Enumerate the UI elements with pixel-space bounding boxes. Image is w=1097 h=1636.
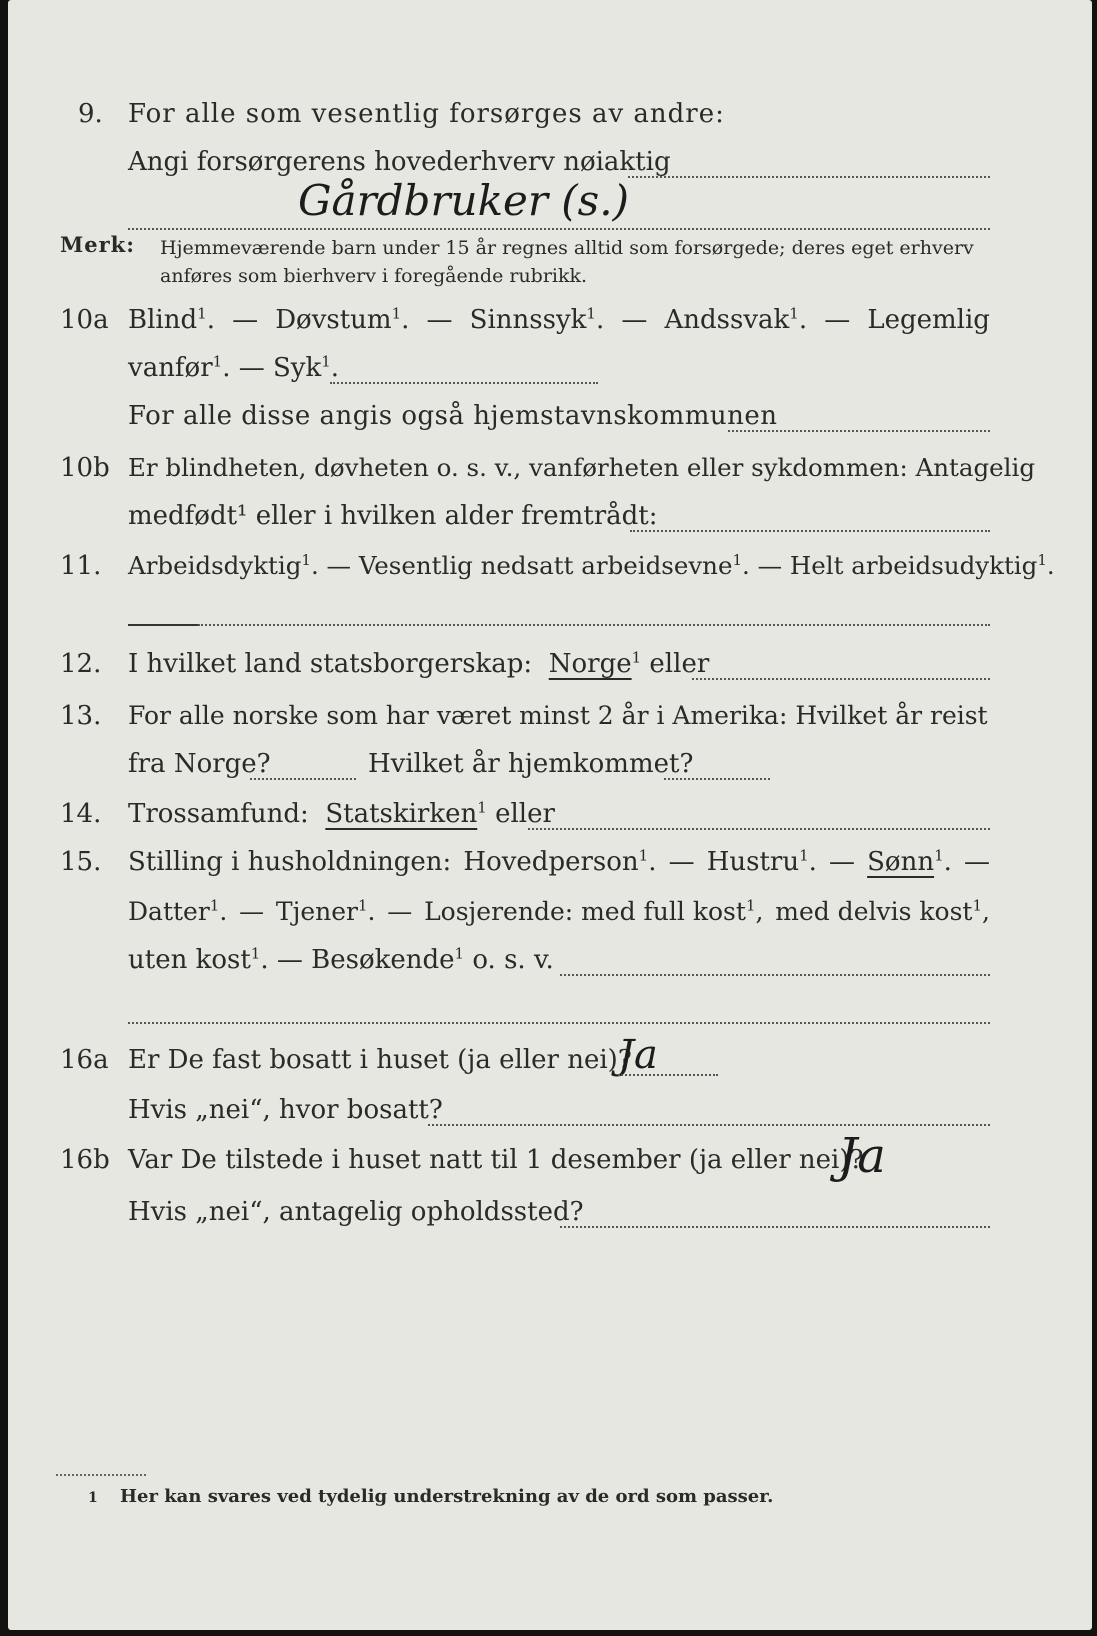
q15-hovedperson: Hovedperson <box>463 847 639 877</box>
q15-stilling-text: Stilling i husholdningen: <box>128 847 452 877</box>
q14-statskirken: Statskirken <box>325 799 478 829</box>
q9-number: 9. <box>78 99 103 129</box>
q12-fill-line <box>692 678 990 680</box>
q9-line2: Angi forsørgerens hovederhverv nøiaktig <box>128 147 671 177</box>
q12-number: 12. <box>60 649 102 679</box>
q9-line1: For alle som vesentlig forsørges av andre: <box>128 99 725 129</box>
q15-med-delvis: med delvis kost <box>775 897 973 926</box>
q16b-line1: Var De tilstede i huset natt til 1 desember (ja eller nei)? <box>128 1145 864 1175</box>
q16a-line1: Er De fast bosatt i huset (ja eller nei)? <box>128 1045 632 1075</box>
q10b-line2: medfødt¹ eller i hvilken alder fremtrådt: <box>128 501 658 531</box>
q15-besokende: Besøkende <box>311 945 455 975</box>
q11-fill-line <box>198 624 990 626</box>
q11-underline-mark <box>128 624 198 626</box>
q16b-handwritten-answer: Ja <box>838 1128 886 1184</box>
q12-line: I hvilket land statsborgerskap: Norge$^1$ eller <box>128 648 710 679</box>
q14-line: Trossamfund: Statskirken$^1$ eller <box>128 798 555 829</box>
q9-handwritten-answer: Gårdbruker (s.) <box>298 176 629 225</box>
q11-line: Arbeidsdyktig$^1$. — Vesentlig nedsatt arbeidsevne$^1$. — Helt arbeidsudyktig$^1$. <box>128 550 1055 580</box>
q10a-syk: Syk <box>272 353 322 383</box>
footnote-text: Her kan svares ved tydelig understrekning av de ord som passer. <box>120 1486 774 1507</box>
q9-fill-line-2 <box>128 228 990 230</box>
q10a-fill-line-2 <box>728 430 990 432</box>
q14-number: 14. <box>60 799 102 829</box>
q15-fill-line-2 <box>128 1022 990 1024</box>
q12-eller: eller <box>649 649 710 679</box>
q10a-andssvak: Andssvak <box>664 305 790 335</box>
q13-line1: For alle norske som har været minst 2 år i Amerika: Hvilket år reist <box>128 701 988 730</box>
q15-line3: uten kost$^1$. — Besøkende$^1$ o. s. v. <box>128 944 554 975</box>
footnote-separator <box>56 1474 146 1476</box>
q15-uten-kost: uten kost <box>128 945 251 975</box>
q16a-handwritten-answer: Ja <box>618 1032 658 1078</box>
q15-line1: Stilling i husholdningen: Hovedperson$^1$. — Hustru$^1$. — Sønn$^1$. — <box>128 846 990 877</box>
q16a-fill-line-2 <box>428 1124 990 1126</box>
q11-nedsatt: Vesentlig nedsatt arbeidsevne <box>358 551 733 580</box>
q12-norge: Norge <box>548 649 632 679</box>
merk-line1: Hjemmeværende barn under 15 år regnes alltid som forsørgede; deres eget erhverv <box>160 237 974 259</box>
q16a-line2: Hvis „nei“, hvor bosatt? <box>128 1095 443 1125</box>
q16a-fill-line-1 <box>618 1074 718 1076</box>
q16b-line2: Hvis „nei“, antagelig opholdssted? <box>128 1197 584 1227</box>
q10a-blind: Blind <box>128 305 198 335</box>
q13-number: 13. <box>60 701 102 731</box>
q16b-fill-line <box>560 1226 990 1228</box>
q10a-vanfor: vanfør <box>128 353 213 383</box>
q15-fill-line-1 <box>560 974 990 976</box>
q15-datter: Datter <box>128 897 210 926</box>
q16a-number: 16a <box>60 1045 109 1075</box>
q13-line2a: fra Norge? <box>128 749 271 779</box>
q15-line2: Datter$^1$. — Tjener$^1$. — Losjerende: med full kost$^1$, med delvis kost$^1$, <box>128 896 990 926</box>
q10a-line3: For alle disse angis også hjemstavnskommunen <box>128 401 778 431</box>
q15-osv: o. s. v. <box>472 945 554 975</box>
q13-line2b: Hvilket år hjemkommet? <box>368 749 694 779</box>
q13-fill-line-2 <box>664 778 770 780</box>
q10a-number: 10a <box>60 305 109 335</box>
q15-sonn: Sønn <box>867 847 935 877</box>
merk-line2: anføres som bierhverv i foregående rubrikk. <box>160 265 588 287</box>
q9-fill-line-1 <box>628 176 990 178</box>
q15-tjener: Tjener <box>275 897 358 926</box>
q11-number: 11. <box>60 551 102 581</box>
q10a-line2: vanfør$^1$. — Syk$^1$. <box>128 352 340 383</box>
q12-text: I hvilket land statsborgerskap: <box>128 649 533 679</box>
q10a-sinnssyk: Sinnssyk <box>469 305 587 335</box>
q15-losjerende: Losjerende: med full kost <box>424 897 746 926</box>
merk-label: Merk: <box>60 232 135 257</box>
footnote-mark: 1 <box>88 1490 98 1506</box>
q10b-number: 10b <box>60 453 110 483</box>
q11-arbeidsdyktig: Arbeidsdyktig <box>128 551 302 580</box>
q14-eller: eller <box>495 799 555 829</box>
q14-text: Trossamfund: <box>128 799 309 829</box>
q10a-legemlig: Legemlig <box>867 305 990 335</box>
q15-number: 15. <box>60 847 102 877</box>
q10a-line1: Blind$^1$. — Døvstum$^1$. — Sinnssyk$^1$. — Andssvak$^1$. — Legemlig <box>128 304 990 335</box>
q10b-line1: Er blindheten, døvheten o. s. v., vanførheten eller sykdommen: Antagelig <box>128 453 1036 482</box>
q10a-dovstum: Døvstum <box>275 305 392 335</box>
q13-fill-line-1 <box>250 778 356 780</box>
q10b-fill-line <box>630 530 990 532</box>
q10a-fill-line-1 <box>330 382 598 384</box>
q16b-number: 16b <box>60 1145 110 1175</box>
q11-udyktig: Helt arbeidsudyktig <box>789 551 1038 580</box>
census-form-page <box>8 0 1092 1630</box>
q14-fill-line <box>528 828 990 830</box>
q15-hustru: Hustru <box>706 847 800 877</box>
